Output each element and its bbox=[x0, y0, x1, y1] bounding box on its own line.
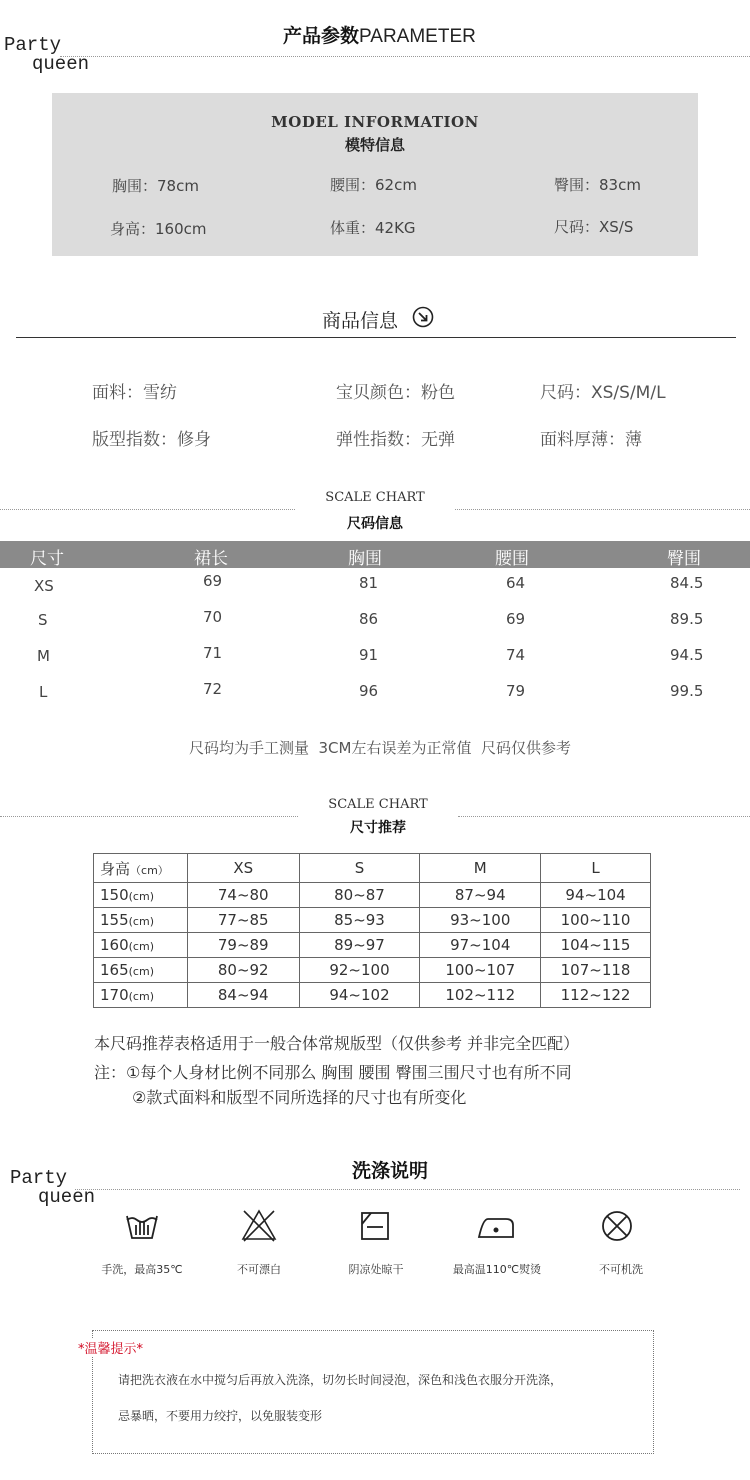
wash-label-hand-wash: 手洗，最高35℃ bbox=[101, 1263, 183, 1276]
table-row bbox=[94, 958, 651, 983]
height-unit: (cm) bbox=[128, 915, 154, 928]
height-unit: (cm) bbox=[128, 890, 154, 903]
wash-label-no-bleach: 不可漂白 bbox=[237, 1263, 281, 1276]
product-fit: 版型指数：修身 bbox=[92, 430, 211, 450]
bust-cell: 96 bbox=[359, 682, 379, 700]
range-cell: 74~80 bbox=[187, 883, 299, 908]
range-cell: 107~118 bbox=[541, 958, 651, 983]
bust-cell: 91 bbox=[359, 646, 379, 664]
waist-cell: 64 bbox=[506, 574, 526, 592]
no-machine-wash-icon bbox=[597, 1206, 637, 1246]
scale2-divider-right bbox=[458, 816, 750, 817]
length-cell: 71 bbox=[203, 644, 223, 662]
shade-dry-icon bbox=[355, 1206, 395, 1246]
range-cell: 84~94 bbox=[187, 983, 299, 1008]
hand-wash-icon bbox=[122, 1206, 162, 1246]
model-bust: 胸围：78cm bbox=[112, 177, 199, 195]
range-cell: 94~104 bbox=[541, 883, 651, 908]
range-cell: 100~107 bbox=[420, 958, 541, 983]
no-bleach-icon bbox=[239, 1206, 279, 1246]
height-cell bbox=[94, 983, 188, 1008]
model-weight: 体重：42KG bbox=[330, 219, 416, 237]
product-color: 宝贝颜色：粉色 bbox=[336, 383, 455, 403]
height-cell bbox=[94, 958, 188, 983]
range-cell: 93~100 bbox=[420, 908, 541, 933]
range-cell: 100~110 bbox=[541, 908, 651, 933]
product-info-divider bbox=[16, 337, 736, 338]
height-unit: (cm) bbox=[128, 965, 154, 978]
care-tips-line-1: 请把洗衣液在水中搅匀后再放入洗涤，切勿长时间浸泡，深色和浅色衣服分开洗涤， bbox=[118, 1373, 563, 1387]
range-cell: 85~93 bbox=[299, 908, 420, 933]
product-info-title bbox=[322, 306, 434, 333]
scale1-divider-left bbox=[0, 509, 295, 510]
brand-logo-line1: Party bbox=[4, 34, 62, 56]
size-col-m: M bbox=[420, 854, 541, 883]
scale1-title-cn: 尺码信息 bbox=[347, 516, 403, 532]
size-header-bust: 胸围 bbox=[348, 549, 382, 569]
page-title bbox=[283, 21, 476, 48]
length-cell: 69 bbox=[203, 572, 223, 590]
waist-cell: 69 bbox=[506, 610, 526, 628]
size-table-header bbox=[0, 541, 750, 568]
height-header-text: 身高 bbox=[100, 859, 131, 878]
height-cell bbox=[94, 883, 188, 908]
range-cell: 112~122 bbox=[541, 983, 651, 1008]
hip-cell: 89.5 bbox=[670, 610, 704, 628]
bust-cell: 81 bbox=[359, 574, 379, 592]
page-title-cn: 产品参数 bbox=[283, 25, 360, 47]
height-value: 160 bbox=[100, 936, 129, 954]
height-header-unit: （cm） bbox=[130, 863, 169, 877]
brand-logo-line2: queen bbox=[32, 53, 90, 75]
scale1-divider-right bbox=[455, 509, 750, 510]
product-sizes: 尺码：XS/S/M/L bbox=[540, 383, 666, 403]
model-waist: 腰围：62cm bbox=[330, 176, 417, 194]
scale2-title-cn: 尺寸推荐 bbox=[350, 820, 406, 836]
size-header-hip: 臀围 bbox=[667, 549, 701, 569]
range-cell: 80~92 bbox=[187, 958, 299, 983]
height-value: 165 bbox=[100, 961, 129, 979]
table-row bbox=[94, 933, 651, 958]
recommendation-note-1: 本尺码推荐表格适用于一般合体常规版型（仅供参考 并非完全匹配） bbox=[94, 1034, 580, 1053]
brand-logo-line1: Party bbox=[10, 1167, 68, 1189]
size-note: 尺码均为手工测量 3CM左右误差为正常值 尺码仅供参考 bbox=[188, 739, 572, 757]
model-info-panel bbox=[52, 93, 698, 256]
hip-cell: 99.5 bbox=[670, 682, 704, 700]
table-row bbox=[94, 883, 651, 908]
range-cell: 97~104 bbox=[420, 933, 541, 958]
wash-label-iron: 最高温110℃熨烫 bbox=[452, 1263, 542, 1276]
scale2-title-en: SCALE CHART bbox=[328, 797, 428, 812]
care-tips-line-2: 忌暴晒，不要用力绞拧，以免服装变形 bbox=[118, 1409, 323, 1423]
range-cell: 87~94 bbox=[420, 883, 541, 908]
recommendation-note-2: 注：①每个人身材比例不同那么 胸围 腰围 臀围三围尺寸也有所不同 bbox=[94, 1063, 572, 1082]
care-tips-title: *温馨提示* bbox=[78, 1338, 147, 1357]
length-cell: 70 bbox=[203, 608, 223, 626]
range-cell: 79~89 bbox=[187, 933, 299, 958]
model-info-title-en: MODEL INFORMATION bbox=[271, 113, 479, 131]
size-col-l: L bbox=[541, 854, 651, 883]
recommendation-note-3: ②款式面料和版型不同所选择的尺寸也有所变化 bbox=[132, 1088, 467, 1107]
table-header-row bbox=[94, 854, 651, 883]
range-cell: 94~102 bbox=[299, 983, 420, 1008]
arrow-down-right-icon bbox=[412, 306, 434, 333]
hip-cell: 94.5 bbox=[670, 646, 704, 664]
range-cell: 77~85 bbox=[187, 908, 299, 933]
waist-cell: 74 bbox=[506, 646, 526, 664]
header-divider bbox=[60, 56, 750, 57]
wash-label-no-machine-wash: 不可机洗 bbox=[599, 1263, 643, 1276]
height-value: 150 bbox=[100, 886, 129, 904]
hip-cell: 84.5 bbox=[670, 574, 704, 592]
table-row bbox=[94, 983, 651, 1008]
size-cell: XS bbox=[34, 577, 54, 595]
scale2-divider-left bbox=[0, 816, 298, 817]
height-unit: (cm) bbox=[128, 940, 154, 953]
product-elasticity: 弹性指数：无弹 bbox=[336, 430, 455, 450]
size-header-length: 裙长 bbox=[194, 549, 228, 569]
brand-logo-bottom bbox=[10, 1169, 95, 1207]
height-value: 170 bbox=[100, 986, 129, 1004]
size-cell: S bbox=[38, 611, 48, 629]
range-cell: 104~115 bbox=[541, 933, 651, 958]
size-recommendation-table bbox=[93, 853, 651, 1008]
length-cell: 72 bbox=[203, 680, 223, 698]
height-value: 155 bbox=[100, 911, 129, 929]
product-fabric: 面料：雪纺 bbox=[92, 383, 177, 403]
size-header-waist: 腰围 bbox=[495, 549, 529, 569]
size-col-s: S bbox=[299, 854, 420, 883]
table-row bbox=[94, 908, 651, 933]
brand-logo-top bbox=[4, 36, 89, 74]
height-cell bbox=[94, 908, 188, 933]
bust-cell: 86 bbox=[359, 610, 379, 628]
product-info-title-text: 商品信息 bbox=[322, 310, 399, 332]
height-cell bbox=[94, 933, 188, 958]
range-cell: 89~97 bbox=[299, 933, 420, 958]
model-hip: 臀围：83cm bbox=[554, 176, 641, 194]
size-cell: L bbox=[39, 683, 48, 701]
waist-cell: 79 bbox=[506, 682, 526, 700]
page-title-en: PARAMETER bbox=[359, 26, 476, 47]
height-unit: (cm) bbox=[128, 990, 154, 1003]
care-tips-box bbox=[92, 1330, 654, 1454]
range-cell: 80~87 bbox=[299, 883, 420, 908]
scale1-title-en: SCALE CHART bbox=[325, 490, 425, 505]
size-col-xs: XS bbox=[187, 854, 299, 883]
size-header-size: 尺寸 bbox=[30, 549, 64, 569]
wash-title: 洗涤说明 bbox=[351, 1160, 428, 1182]
iron-110-icon bbox=[476, 1206, 518, 1246]
product-thickness: 面料厚薄：薄 bbox=[540, 430, 642, 450]
model-size: 尺码：XS/S bbox=[554, 218, 634, 236]
size-cell: M bbox=[37, 647, 50, 665]
brand-logo-line2: queen bbox=[38, 1186, 96, 1208]
range-cell: 92~100 bbox=[299, 958, 420, 983]
wash-divider bbox=[75, 1189, 740, 1190]
height-header bbox=[94, 854, 188, 883]
model-info-title-cn: 模特信息 bbox=[344, 136, 405, 154]
range-cell: 102~112 bbox=[420, 983, 541, 1008]
wash-label-shade-dry: 阴凉处晾干 bbox=[348, 1263, 404, 1276]
model-height: 身高：160cm bbox=[110, 220, 207, 238]
